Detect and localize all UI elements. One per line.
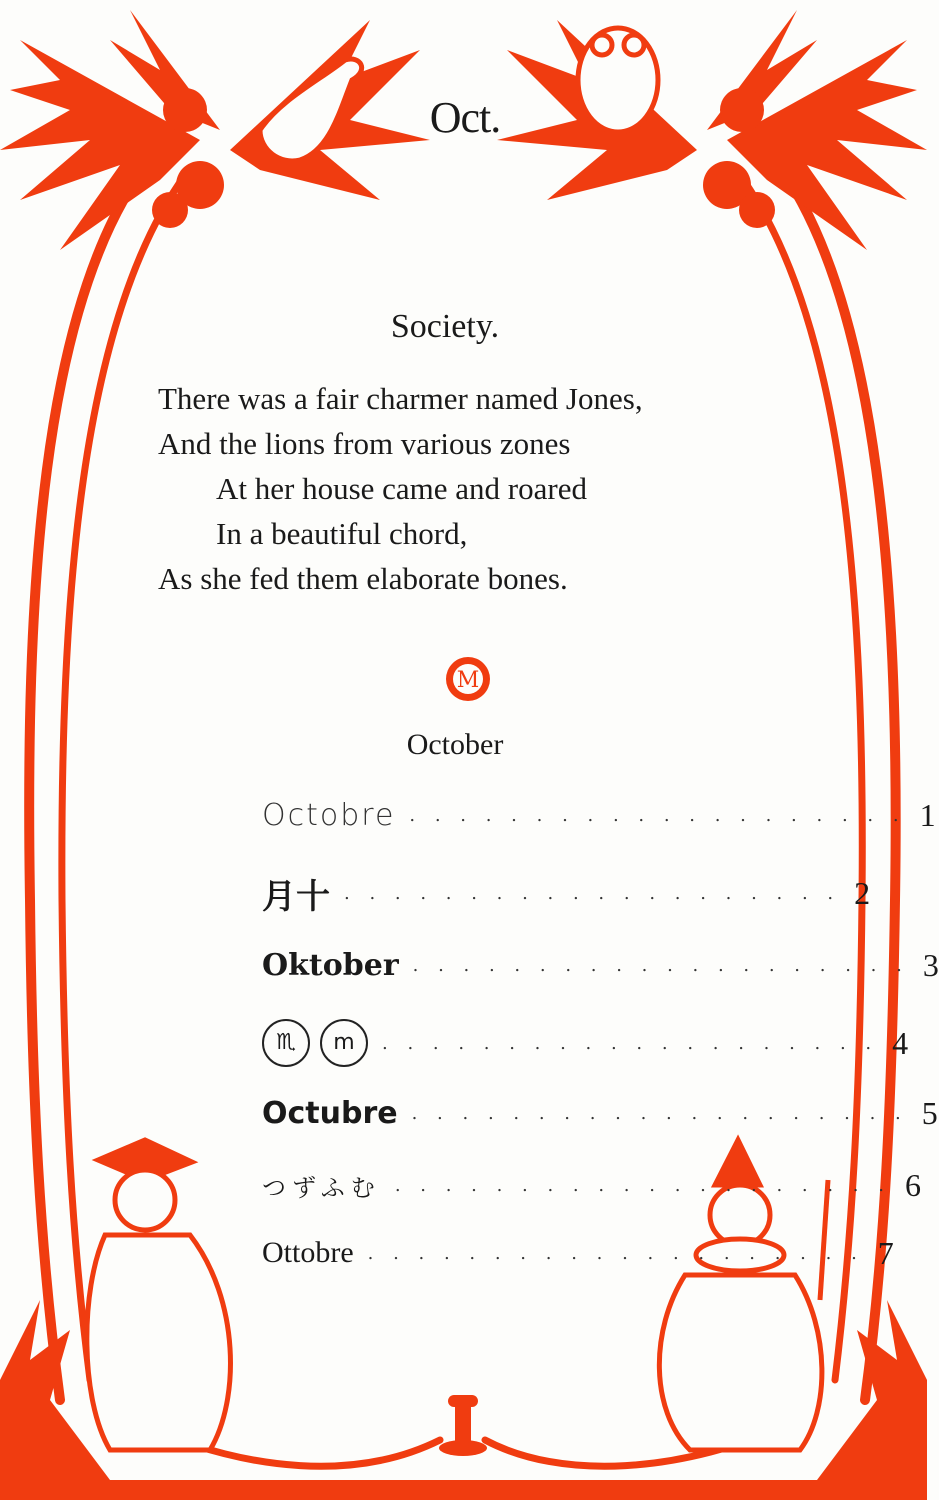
poem-line: As she fed them elaborate bones. [158, 561, 568, 596]
translation-number: 3 [922, 946, 939, 983]
leader-dots: . . . . . . . . . . . . . . . . . . . . [411, 1102, 908, 1124]
translation-name: Octubre [262, 1095, 398, 1131]
month-abbreviation: Oct. [429, 93, 501, 142]
list-item [262, 1228, 894, 1278]
svg-text:M: M [456, 668, 480, 693]
scorpion-icon: ♏ [262, 1019, 310, 1067]
translation-number: 4 [892, 1024, 909, 1061]
leader-dots: . . . . . . . . . . . . . . . . . . . . [344, 882, 841, 904]
translation-name: 月十 [262, 876, 330, 917]
translation-number: 2 [854, 874, 871, 911]
translation-name: つずふむ [262, 1173, 381, 1202]
poem [158, 376, 798, 601]
professor-illustration [87, 1140, 231, 1450]
poem-line: At her house came and roared [216, 471, 587, 506]
owl-icon [578, 28, 658, 132]
leader-dots: . . . . . . . . . . . . . . . . . . . . [382, 1032, 879, 1054]
translation-name: Ottobre [262, 1236, 354, 1269]
translation-name: Oktober [262, 947, 399, 983]
translation-number: 5 [921, 1094, 938, 1131]
month-name: October [406, 728, 504, 761]
fountain-icon [439, 1395, 487, 1456]
translation-name: Octobre [262, 797, 396, 833]
m-emblem-icon [444, 655, 492, 703]
leader-dots: . . . . . . . . . . . . . . . . . . . . [409, 804, 906, 826]
list-item [262, 1160, 921, 1210]
translation-number: 1 [919, 796, 936, 833]
leader-dots: . . . . . . . . . . . . . . . . . . . . [367, 1242, 864, 1264]
list-item [262, 940, 939, 990]
list-item [262, 1018, 909, 1068]
poem-line: There was a fair charmer named Jones, [158, 381, 643, 416]
leader-dots: . . . . . . . . . . . . . . . . . . . . [412, 954, 909, 976]
zodiac-symbols [262, 1019, 368, 1067]
list-item [262, 868, 871, 918]
scorpio-symbol-icon: m [320, 1019, 368, 1067]
poem-line: And the lions from various zones [158, 426, 571, 461]
poem-line: In a beautiful chord, [216, 516, 468, 551]
translation-number: 6 [904, 1166, 921, 1203]
leader-dots: . . . . . . . . . . . . . . . . . . . . [394, 1174, 891, 1196]
list-item [262, 790, 936, 840]
translation-number: 7 [877, 1234, 894, 1271]
list-item [262, 1088, 938, 1138]
poem-title: Society. [390, 308, 500, 345]
